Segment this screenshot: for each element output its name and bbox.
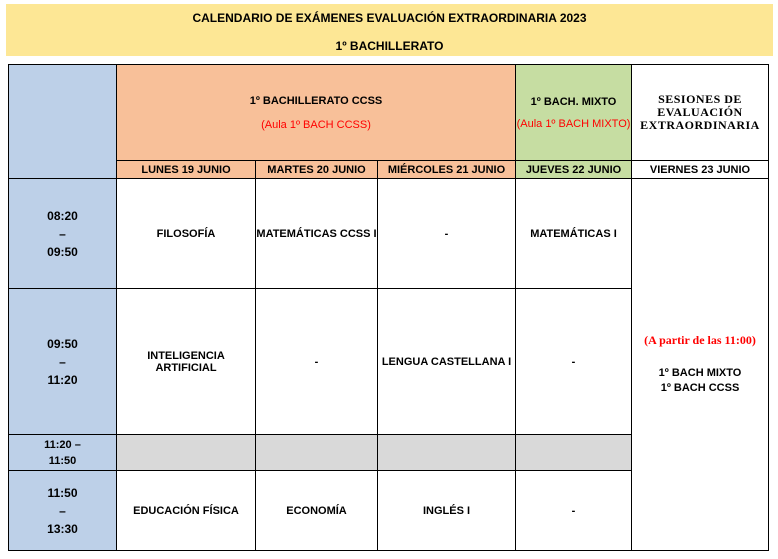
mixto-title: 1º BACH. MIXTO: [530, 95, 617, 108]
time-dash: –: [59, 354, 66, 369]
time-dash: –: [59, 503, 66, 518]
ccss-room: (Aula 1º BACH CCSS): [261, 118, 371, 131]
day-monday: LUNES 19 JUNIO: [117, 161, 256, 179]
title-line-1: CALENDARIO DE EXÁMENES EVALUACIÓN EXTRAORDINARIA 2023: [192, 11, 587, 25]
exam-cell: -: [378, 179, 516, 289]
time-end: 11:20: [47, 372, 78, 387]
exam-cell: INGLÉS I: [378, 471, 516, 551]
exam-cell: INTELIGENCIA ARTIFICIAL: [117, 289, 256, 435]
days-row: [9, 161, 769, 179]
friday-sessions-cell: [632, 179, 769, 551]
friday-group-ccss: 1º BACH CCSS: [660, 382, 740, 394]
time-start: 11:50: [47, 485, 78, 500]
slot-row-1: [9, 179, 769, 289]
friday-note: (A partir de las 11:00): [644, 333, 756, 347]
day-thursday: JUEVES 22 JUNIO: [516, 161, 632, 179]
day-wednesday: MIÉRCOLES 21 JUNIO: [378, 161, 516, 179]
exam-cell: -: [516, 471, 632, 551]
exam-cell: MATEMÁTICAS CCSS I: [256, 179, 378, 289]
time-end: 09:50: [47, 244, 78, 259]
break-cell: [378, 435, 516, 471]
break-cell: [117, 435, 256, 471]
time-header-cell: [9, 65, 117, 179]
time-end: 13:30: [47, 521, 78, 536]
title-line-2: 1º BACHILLERATO: [335, 39, 444, 53]
time-start: 08:20: [47, 208, 78, 223]
exam-schedule-table: [8, 64, 769, 551]
exam-cell: -: [516, 289, 632, 435]
time-cell-4: [9, 471, 117, 551]
time-start: 09:50: [47, 336, 78, 351]
day-friday: VIERNES 23 JUNIO: [632, 161, 769, 179]
break-cell: [516, 435, 632, 471]
exam-cell: -: [256, 289, 378, 435]
time-cell-2: [9, 289, 117, 435]
exam-cell: EDUCACIÓN FÍSICA: [117, 471, 256, 551]
break-cell: [256, 435, 378, 471]
day-tuesday: MARTES 20 JUNIO: [256, 161, 378, 179]
ccss-header-cell: [117, 65, 516, 161]
exam-cell: MATEMÁTICAS I: [516, 179, 632, 289]
time-dash: –: [59, 226, 66, 241]
title-banner: [6, 4, 773, 56]
break-time-cell: [9, 435, 117, 471]
exam-cell: FILOSOFÍA: [117, 179, 256, 289]
ccss-title: 1º BACHILLERATO CCSS: [249, 94, 383, 107]
exam-cell: ECONOMÍA: [256, 471, 378, 551]
sessions-title: SESIONES DE EVALUACIÓN EXTRAORDINARIA: [640, 92, 760, 132]
break-time-start: 11:20 –: [44, 438, 81, 451]
mixto-header-cell: [516, 65, 632, 161]
exam-cell: LENGUA CASTELLANA I: [378, 289, 516, 435]
break-time-end: 11:50: [48, 454, 77, 467]
sessions-header-cell: [632, 65, 769, 161]
header-row: [9, 65, 769, 161]
time-cell-1: [9, 179, 117, 289]
mixto-room: (Aula 1º BACH MIXTO): [516, 117, 631, 130]
friday-group-mixto: 1º BACH MIXTO: [658, 367, 742, 379]
